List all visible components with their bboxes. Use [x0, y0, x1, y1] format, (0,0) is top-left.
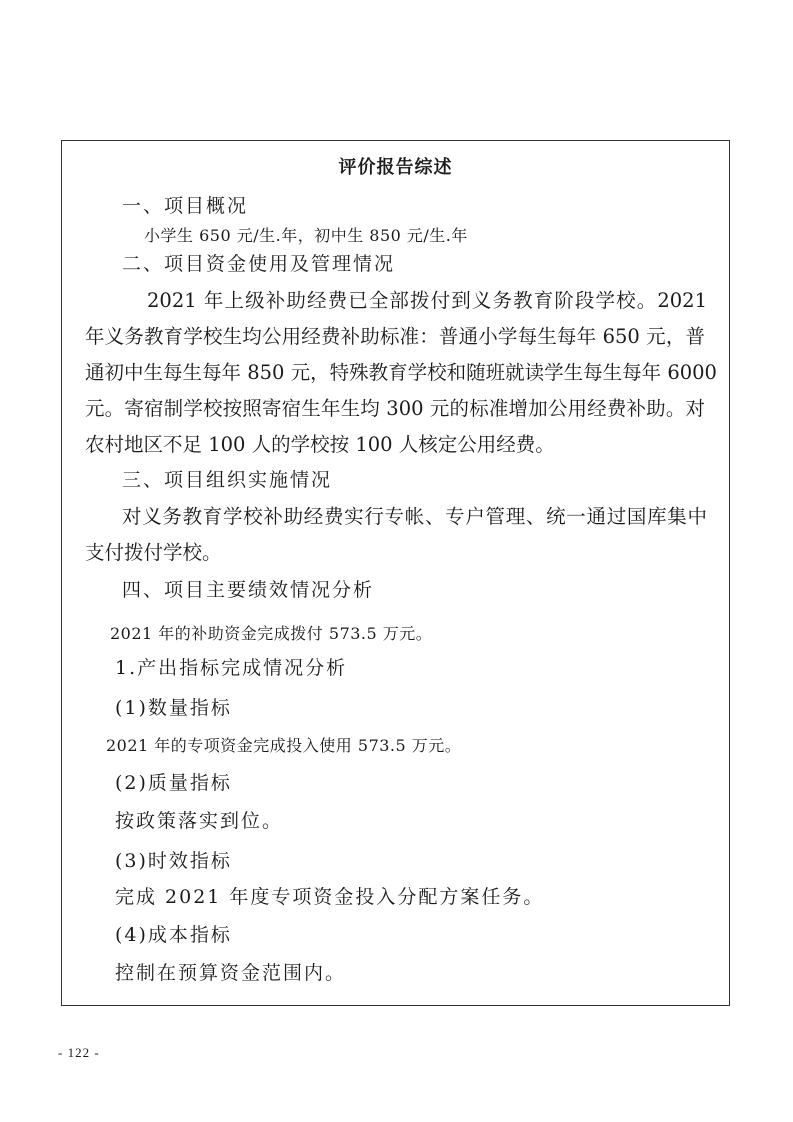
section-2-para-line-1: 2021 年上级补助经费已全部拨付到义务教育阶段学校。2021: [147, 289, 707, 312]
section-2-para-line-3: 通初中生每生每年 850 元，特殊教育学校和随班就读学生每生每年 6000: [85, 361, 717, 384]
cost-indicator-label: (4)成本指标: [115, 924, 232, 946]
section-1-text: 小学生 650 元/生.年，初中生 850 元/生.年: [144, 226, 468, 245]
quantity-indicator-label: (1)数量指标: [115, 697, 232, 719]
timeliness-indicator-label: (3)时效指标: [115, 850, 232, 872]
section-4-heading: 四、项目主要绩效情况分析: [122, 579, 375, 601]
output-indicators-heading: 1.产出指标完成情况分析: [115, 657, 348, 679]
report-frame: [61, 140, 730, 1006]
page-number: - 122 -: [58, 1045, 100, 1060]
quality-indicator-text: 按政策落实到位。: [115, 810, 284, 832]
quantity-indicator-text: 2021 年的专项资金完成投入使用 573.5 万元。: [106, 736, 462, 755]
section-3-para-line-1: 对义务教育学校补助经费实行专帐、专户管理、统一通过国库集中: [122, 505, 707, 528]
section-4-summary: 2021 年的补助资金完成拨付 573.5 万元。: [110, 624, 433, 643]
section-1-heading: 一、项目概况: [122, 195, 249, 217]
section-3-para-line-2: 支付拨付学校。: [85, 541, 222, 564]
section-2-para-line-4: 元。寄宿制学校按照寄宿生年生均 300 元的标准增加公用经费补助。对: [85, 397, 705, 420]
section-2-para-line-5: 农村地区不足 100 人的学校按 100 人核定公用经费。: [85, 433, 555, 456]
section-2-heading: 二、项目资金使用及管理情况: [122, 253, 396, 275]
section-3-heading: 三、项目组织实施情况: [122, 469, 333, 491]
timeliness-indicator-text: 完成 2021 年度专项资金投入分配方案任务。: [115, 886, 545, 908]
report-title: 评价报告综述: [338, 157, 453, 178]
quality-indicator-label: (2)质量指标: [115, 772, 232, 794]
cost-indicator-text: 控制在预算资金范围内。: [115, 962, 347, 984]
section-2-para-line-2: 年义务教育学校生均公用经费补助标准：普通小学每生每年 650 元，普: [85, 325, 705, 348]
